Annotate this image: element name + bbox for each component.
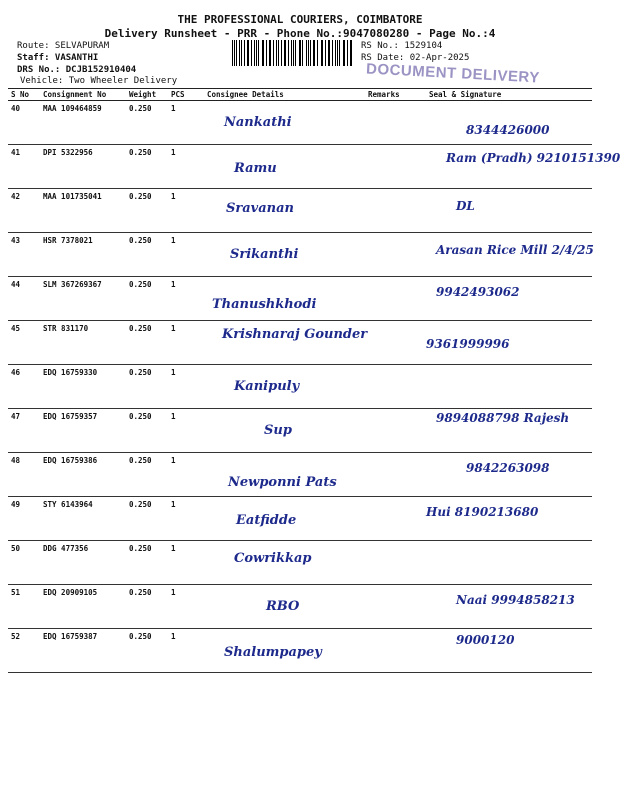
signature-cell bbox=[426, 145, 620, 189]
rs-date: RS Date: 02-Apr-2025 bbox=[361, 53, 470, 63]
remarks-cell bbox=[365, 409, 426, 453]
table-row bbox=[8, 453, 592, 497]
pcs-cell: 1 bbox=[168, 629, 204, 673]
signature: 9894088798 Rajesh bbox=[436, 411, 570, 425]
consignment-number: EDQ 16759387 bbox=[40, 629, 126, 673]
weight-cell: 0.250 bbox=[126, 321, 168, 365]
consignee-name: Cowrikkap bbox=[234, 551, 312, 566]
remarks-cell bbox=[365, 585, 426, 629]
table-row bbox=[8, 101, 592, 145]
sno-cell: 48 bbox=[8, 453, 40, 497]
col-consignment: Consignment No bbox=[40, 89, 126, 101]
runsheet-subtitle: Delivery Runsheet - PRR - Phone No.:9047080280 - Page No.:4 bbox=[104, 27, 496, 40]
pcs-cell: 1 bbox=[168, 585, 204, 629]
table-row bbox=[8, 145, 592, 189]
remarks-cell bbox=[365, 233, 426, 277]
pcs-cell: 1 bbox=[168, 541, 204, 585]
remarks-cell bbox=[365, 101, 426, 145]
signature-cell bbox=[426, 189, 592, 233]
consignment-number: MAA 101735041 bbox=[40, 189, 126, 233]
pcs-cell: 1 bbox=[168, 497, 204, 541]
consignee-cell bbox=[204, 189, 365, 233]
table-row bbox=[8, 277, 592, 321]
weight-cell: 0.250 bbox=[126, 365, 168, 409]
consignee-cell bbox=[204, 629, 365, 673]
signature-cell bbox=[426, 233, 592, 277]
consignment-number: EDQ 16759330 bbox=[40, 365, 126, 409]
consignment-number: DDG 477356 bbox=[40, 541, 126, 585]
remarks-cell bbox=[365, 541, 426, 585]
signature-cell bbox=[426, 497, 592, 541]
signature-cell bbox=[426, 365, 592, 409]
pcs-cell: 1 bbox=[168, 321, 204, 365]
table-row bbox=[8, 233, 592, 277]
pcs-cell: 1 bbox=[168, 409, 204, 453]
col-consignee: Consignee Details bbox=[204, 89, 365, 101]
drs-number: DRS No.: DCJB152910404 bbox=[17, 65, 137, 75]
consignment-number: STR 831170 bbox=[40, 321, 126, 365]
weight-cell: 0.250 bbox=[126, 585, 168, 629]
sno-cell: 50 bbox=[8, 541, 40, 585]
signature: Ram (Pradh) 9210151390 bbox=[446, 151, 620, 165]
signature: 9842263098 bbox=[466, 461, 550, 475]
consignee-cell bbox=[204, 145, 365, 189]
table-row bbox=[8, 189, 592, 233]
table-row bbox=[8, 409, 592, 453]
vehicle-label: Vehicle: Two Wheeler Delivery bbox=[20, 76, 178, 86]
col-sno: S No bbox=[8, 89, 40, 101]
document-delivery-stamp: DOCUMENT DELIVERY bbox=[365, 60, 541, 87]
signature: Hui 8190213680 bbox=[426, 505, 539, 519]
consignee-cell bbox=[204, 233, 365, 277]
pcs-cell: 1 bbox=[168, 453, 204, 497]
signature: Arasan Rice Mill 2/4/25 bbox=[436, 243, 594, 257]
consignee-name: Shalumpapey bbox=[224, 645, 322, 660]
remarks-cell bbox=[365, 189, 426, 233]
sno-cell: 51 bbox=[8, 585, 40, 629]
signature-cell bbox=[426, 629, 592, 673]
table-row bbox=[8, 321, 592, 365]
sno-cell: 47 bbox=[8, 409, 40, 453]
signature: 9361999996 bbox=[426, 337, 510, 351]
weight-cell: 0.250 bbox=[126, 497, 168, 541]
signature-cell bbox=[426, 101, 592, 145]
signature-cell bbox=[426, 585, 592, 629]
table-row bbox=[8, 629, 592, 673]
sno-cell: 44 bbox=[8, 277, 40, 321]
signature-cell bbox=[426, 321, 592, 365]
consignee-name: Srikanthi bbox=[230, 247, 299, 262]
remarks-cell bbox=[365, 277, 426, 321]
weight-cell: 0.250 bbox=[126, 189, 168, 233]
weight-cell: 0.250 bbox=[126, 453, 168, 497]
signature: Naai 9994858213 bbox=[456, 593, 575, 607]
table-row bbox=[8, 541, 592, 585]
consignee-cell bbox=[204, 365, 365, 409]
weight-cell: 0.250 bbox=[126, 233, 168, 277]
consignee-name: Krishnaraj Gounder bbox=[222, 327, 368, 342]
col-weight: Weight bbox=[126, 89, 168, 101]
consignee-name: Sravanan bbox=[226, 201, 294, 216]
consignment-number: STY 6143964 bbox=[40, 497, 126, 541]
sno-cell: 41 bbox=[8, 145, 40, 189]
consignee-name: Eatfidde bbox=[236, 513, 297, 528]
consignee-cell bbox=[204, 541, 365, 585]
consignee-cell bbox=[204, 277, 365, 321]
consignment-number: EDQ 20909105 bbox=[40, 585, 126, 629]
signature: DL bbox=[456, 199, 475, 213]
weight-cell: 0.250 bbox=[126, 629, 168, 673]
consignee-name: Thanushkhodi bbox=[212, 297, 317, 312]
pcs-cell: 1 bbox=[168, 365, 204, 409]
signature: 9942493062 bbox=[436, 285, 520, 299]
table-header-row bbox=[8, 89, 592, 101]
runsheet-title: THE PROFESSIONAL COURIERS, COIMBATORE bbox=[177, 13, 423, 26]
signature: 9000120 bbox=[456, 633, 515, 647]
signature-cell bbox=[426, 409, 592, 453]
weight-cell: 0.250 bbox=[126, 145, 168, 189]
consignee-cell bbox=[204, 409, 365, 453]
consignee-cell bbox=[204, 453, 365, 497]
consignee-name: Sup bbox=[264, 423, 292, 438]
remarks-cell bbox=[365, 629, 426, 673]
weight-cell: 0.250 bbox=[126, 101, 168, 145]
signature-cell bbox=[426, 277, 592, 321]
staff-label: Staff: VASANTHI bbox=[17, 53, 99, 63]
sno-cell: 46 bbox=[8, 365, 40, 409]
consignment-number: SLM 367269367 bbox=[40, 277, 126, 321]
consignee-name: Nankathi bbox=[224, 115, 292, 130]
signature-cell bbox=[426, 541, 592, 585]
barcode bbox=[232, 40, 354, 66]
signature: 8344426000 bbox=[466, 123, 550, 137]
sno-cell: 42 bbox=[8, 189, 40, 233]
consignee-cell bbox=[204, 101, 365, 145]
consignee-name: RBO bbox=[266, 599, 300, 614]
consignment-number: MAA 109464859 bbox=[40, 101, 126, 145]
col-signature: Seal & Signature bbox=[426, 89, 592, 101]
weight-cell: 0.250 bbox=[126, 541, 168, 585]
weight-cell: 0.250 bbox=[126, 277, 168, 321]
route-label: Route: SELVAPURAM bbox=[17, 41, 110, 51]
table-row bbox=[8, 497, 592, 541]
runsheet-table bbox=[8, 88, 620, 673]
remarks-cell bbox=[365, 145, 426, 189]
consignee-name: Kanipuly bbox=[234, 379, 300, 394]
weight-cell: 0.250 bbox=[126, 409, 168, 453]
col-remarks: Remarks bbox=[365, 89, 426, 101]
pcs-cell: 1 bbox=[168, 101, 204, 145]
consignee-cell bbox=[204, 321, 368, 365]
consignee-cell bbox=[204, 585, 365, 629]
consignee-name: Ramu bbox=[234, 161, 277, 176]
pcs-cell: 1 bbox=[168, 145, 204, 189]
signature-cell bbox=[426, 453, 592, 497]
table-row bbox=[8, 365, 592, 409]
consignment-number: EDQ 16759386 bbox=[40, 453, 126, 497]
pcs-cell: 1 bbox=[168, 277, 204, 321]
remarks-cell bbox=[365, 497, 426, 541]
table-row bbox=[8, 585, 592, 629]
remarks-cell bbox=[365, 365, 426, 409]
consignee-cell bbox=[204, 497, 365, 541]
sno-cell: 52 bbox=[8, 629, 40, 673]
col-pcs: PCS bbox=[168, 89, 204, 101]
sno-cell: 43 bbox=[8, 233, 40, 277]
consignment-number: EDQ 16759357 bbox=[40, 409, 126, 453]
sno-cell: 45 bbox=[8, 321, 40, 365]
consignment-number: HSR 7378021 bbox=[40, 233, 126, 277]
sno-cell: 49 bbox=[8, 497, 40, 541]
remarks-cell bbox=[365, 453, 426, 497]
consignee-name: Newponni Pats bbox=[228, 475, 337, 490]
pcs-cell: 1 bbox=[168, 189, 204, 233]
consignment-number: DPI 5322956 bbox=[40, 145, 126, 189]
pcs-cell: 1 bbox=[168, 233, 204, 277]
remarks-cell bbox=[365, 321, 426, 365]
rs-number: RS No.: 1529104 bbox=[361, 41, 443, 51]
sno-cell: 40 bbox=[8, 101, 40, 145]
